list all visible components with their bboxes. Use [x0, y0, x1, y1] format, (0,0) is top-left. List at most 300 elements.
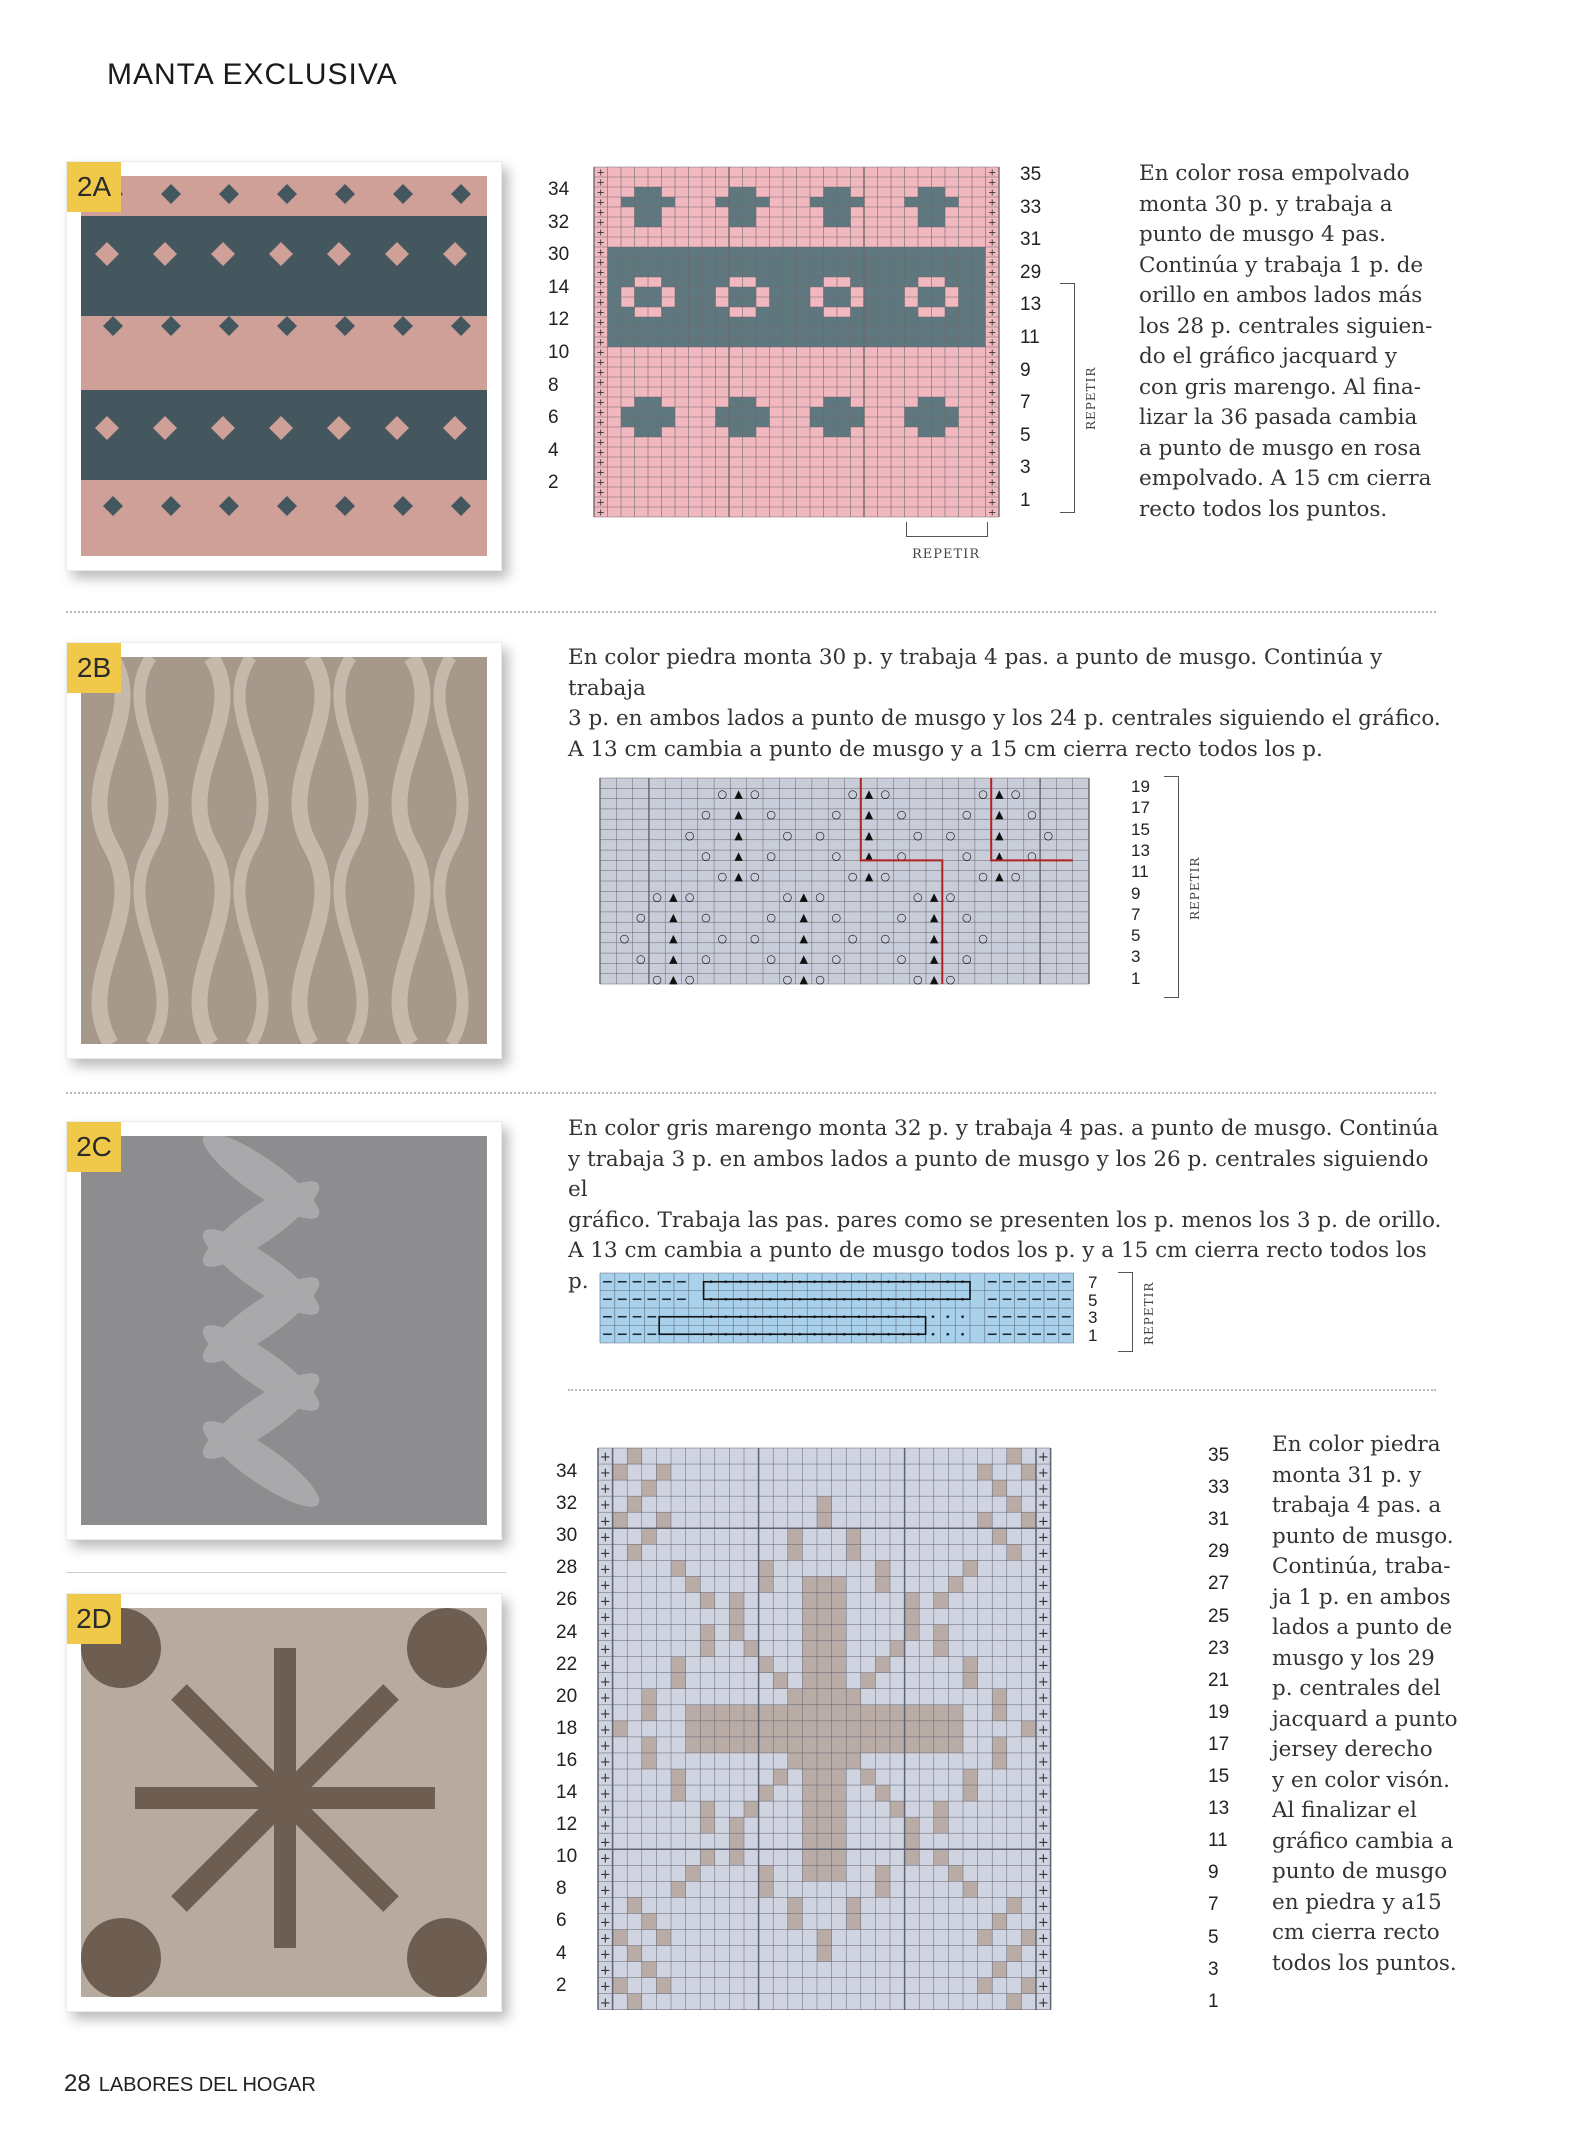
row-number: 4 [548, 439, 559, 461]
chart-cell [837, 337, 851, 347]
chart-cell [905, 297, 919, 307]
lace-stitch-symbol: ○ [847, 931, 858, 945]
chart-cell [675, 277, 689, 287]
chart-cell [729, 1833, 744, 1849]
instructions-2a [1139, 159, 1459, 525]
chart-cell [878, 307, 892, 317]
lace-stitch-symbol: ○ [831, 952, 842, 966]
chart-cell [832, 1817, 847, 1833]
chart-cell [810, 297, 824, 307]
chart-cell [648, 277, 662, 287]
edge-stitch-symbol: + [596, 187, 605, 199]
chart-2d [596, 1446, 1200, 2022]
edge-stitch-symbol: + [1037, 1530, 1049, 1546]
chart-cell [608, 297, 622, 307]
chart-cell [700, 1849, 715, 1865]
chart-cell [621, 277, 635, 287]
chart-cell [934, 1801, 949, 1817]
chart-cell [608, 257, 622, 267]
lace-stitch-symbol: ○ [961, 808, 972, 822]
chart-cell [972, 327, 986, 337]
chart-cell [810, 197, 824, 207]
chart-cell [648, 397, 662, 407]
lace-stitch-symbol: ▲ [864, 787, 874, 801]
chart-cell [642, 1962, 657, 1978]
row-number: 9 [1131, 883, 1141, 903]
chart-cell [932, 297, 946, 307]
chart-cell [743, 297, 757, 307]
chart-cell [715, 1705, 730, 1721]
chart-cell [802, 1769, 817, 1785]
chart-cell [716, 337, 730, 347]
instructions-2d-line: lados a punto de [1272, 1615, 1453, 1640]
row-number: 33 [1020, 196, 1042, 218]
row-number: 6 [556, 1910, 567, 1932]
chart-cell [648, 297, 662, 307]
chart-cell [864, 277, 878, 287]
chart-cell [891, 337, 905, 347]
lace-stitch-symbol: ○ [978, 931, 988, 945]
chart-cell [934, 1625, 949, 1641]
chart-cell [932, 197, 946, 207]
chart-cell [851, 257, 865, 267]
lace-stitch-symbol: ▲ [864, 828, 874, 842]
edge-stitch-symbol: + [1037, 1947, 1049, 1963]
instructions-2d-line: y en color visón. [1272, 1767, 1450, 1793]
lace-stitch-symbol: ○ [913, 890, 923, 904]
lace-stitch-symbol: ○ [913, 973, 923, 986]
chart-cell [890, 1737, 905, 1753]
lace-stitch-symbol: ○ [652, 973, 662, 986]
chart-cell [851, 327, 865, 337]
chart-cell [608, 317, 622, 327]
chart-cell [642, 1689, 657, 1705]
chart-cell [627, 1994, 642, 2010]
row-number: 7 [1088, 1273, 1098, 1292]
chart-cell [686, 1737, 701, 1753]
lace-stitch-symbol: ○ [896, 849, 907, 863]
row-number: 2 [548, 472, 559, 494]
edge-stitch-symbol: + [599, 1722, 611, 1738]
instructions-2c [568, 1114, 1448, 1297]
lace-stitch-symbol: ○ [766, 849, 776, 863]
edge-stitch-symbol: + [1037, 1514, 1049, 1530]
lace-stitch-symbol: ▲ [669, 890, 678, 904]
chart-cell [743, 407, 757, 417]
chart-cell [635, 257, 649, 267]
chart-cell [743, 287, 757, 297]
chart-cell [846, 1753, 861, 1769]
edge-stitch-symbol: + [599, 1819, 611, 1835]
edge-stitch-symbol: + [596, 337, 605, 349]
chart-cell [648, 417, 662, 427]
chart-cell [621, 327, 635, 337]
swatch-photo-2b [66, 642, 502, 1059]
edge-stitch-symbol: + [1037, 1450, 1049, 1466]
edge-stitch-symbol: + [599, 1514, 611, 1530]
snowflake-corner [407, 1918, 487, 1997]
chart-cell [861, 1705, 876, 1721]
edge-stitch-symbol: + [1037, 1610, 1049, 1626]
chart-cell [817, 1946, 832, 1962]
lace-stitch-symbol: ○ [961, 911, 972, 925]
chart-cell [662, 267, 676, 277]
chart-cell [934, 1721, 949, 1737]
row-number: 1 [1020, 490, 1031, 511]
chart-cell [864, 267, 878, 277]
chart-cell [945, 317, 959, 327]
snowflake-corner [407, 1608, 487, 1688]
chart-cell [875, 1721, 890, 1737]
row-number: 5 [1208, 1926, 1219, 1948]
chart-cell [837, 397, 851, 407]
row-number: 7 [1131, 904, 1141, 924]
chart-cell [716, 287, 730, 297]
chart-cell [959, 337, 973, 347]
row-number: 15 [1208, 1766, 1230, 1787]
instructions-2d-line: trabaja 4 pas. a [1272, 1493, 1442, 1518]
chart-cell [837, 247, 851, 257]
edge-stitch-symbol: + [988, 437, 997, 449]
chart-cell [851, 307, 865, 317]
edge-stitch-symbol: + [1037, 1578, 1049, 1594]
lace-stitch-symbol: ○ [880, 870, 891, 883]
edge-stitch-symbol: + [988, 417, 997, 429]
section-tag-2a: 2A [67, 162, 121, 212]
chart-cell [621, 247, 635, 257]
chart-cell [837, 427, 851, 437]
edge-stitch-symbol: + [1037, 1546, 1049, 1562]
repeat-label-horizontal-2a: REPETIR [912, 547, 981, 562]
chart-cell [824, 317, 838, 327]
edge-stitch-symbol: + [596, 287, 605, 299]
chart-cell [817, 1817, 832, 1833]
chart-cell [851, 287, 865, 297]
chart-cell [824, 207, 838, 217]
edge-stitch-symbol: + [596, 497, 605, 509]
chart-cell [905, 247, 919, 257]
repeat-bracket-horizontal-2a [906, 522, 988, 537]
chart-cell [846, 1897, 861, 1913]
chart-cell [642, 1705, 657, 1721]
lace-knit-swatch-image [81, 657, 487, 1044]
chart-cell [810, 417, 824, 427]
edge-stitch-symbol: + [1037, 1562, 1049, 1578]
chart-cell [837, 217, 851, 227]
chart-cell [635, 187, 649, 197]
edge-stitch-symbol: + [596, 367, 605, 379]
edge-stitch-symbol: + [599, 1690, 611, 1706]
edge-stitch-symbol: + [599, 1738, 611, 1754]
chart-cell [824, 197, 838, 207]
chart-cell [802, 1592, 817, 1608]
chart-cell [948, 1721, 963, 1737]
row-number: 31 [1020, 229, 1042, 251]
edge-stitch-symbol: + [988, 337, 997, 349]
chart-cell [729, 197, 743, 207]
chart-cell [878, 317, 892, 327]
instructions-2d-line: p. centrales del [1272, 1676, 1441, 1701]
edge-stitch-symbol: + [599, 1851, 611, 1867]
chart-cell [810, 267, 824, 277]
lace-stitch-symbol: ○ [1027, 849, 1037, 863]
chart-cell [945, 277, 959, 287]
edge-stitch-symbol: + [1037, 1674, 1049, 1690]
edge-stitch-symbol: + [988, 397, 997, 409]
chart-cell [824, 247, 838, 257]
lace-stitch-symbol: ▲ [864, 808, 874, 822]
chart-cell [878, 297, 892, 307]
chart-cell [1021, 1978, 1036, 1994]
row-number: 19 [1208, 1701, 1230, 1723]
chart-cell [729, 187, 743, 197]
chart-cell [810, 287, 824, 297]
chart-cell [783, 327, 797, 337]
chart-cell [802, 1705, 817, 1721]
row-number: 8 [556, 1878, 567, 1900]
edge-stitch-symbol: + [1037, 1851, 1049, 1867]
instructions-2d-line: todos los puntos. [1272, 1950, 1457, 1976]
chart-cell [656, 1512, 671, 1528]
lace-stitch-symbol: ▲ [799, 952, 808, 966]
chart-cell [648, 207, 662, 217]
instructions-2d-line: en piedra y a15 [1272, 1889, 1442, 1915]
lace-stitch-symbol: ○ [945, 828, 956, 842]
chart-cell [756, 317, 770, 327]
row-number: 21 [1208, 1669, 1230, 1691]
lace-stitch-symbol: ○ [831, 808, 842, 822]
chart-cell [743, 307, 757, 317]
lace-stitch-symbol: ▲ [669, 973, 678, 986]
edge-stitch-symbol: + [599, 1803, 611, 1819]
edge-stitch-symbol: + [1037, 1995, 1049, 2011]
row-number: 32 [556, 1493, 578, 1515]
chart-cell [934, 1641, 949, 1657]
chart-cell [635, 307, 649, 317]
edge-stitch-symbol: + [988, 467, 997, 479]
chart-cell [832, 1849, 847, 1865]
chart-cell [918, 207, 932, 217]
chart-cell [817, 1705, 832, 1721]
chart-cell [788, 1721, 803, 1737]
chart-cell [837, 417, 851, 427]
chart-cell [832, 1833, 847, 1849]
lace-stitch-symbol: ○ [717, 870, 728, 883]
chart-cell [959, 307, 973, 317]
lace-stitch-symbol: ○ [684, 973, 695, 986]
page-footer [64, 2070, 316, 2098]
edge-stitch-symbol: + [596, 457, 605, 469]
chart-cell [686, 1705, 701, 1721]
chart-cell [963, 1785, 978, 1801]
chart-cell [891, 257, 905, 267]
lace-stitch-symbol: ○ [652, 890, 662, 904]
chart-cell [905, 197, 919, 207]
edge-stitch-symbol: + [1037, 1915, 1049, 1931]
chart-cell [759, 1657, 774, 1673]
lace-stitch-symbol: ▲ [995, 870, 1004, 883]
chart-cell [945, 197, 959, 207]
chart-cell [773, 1705, 788, 1721]
chart-cell [788, 1913, 803, 1929]
edge-stitch-symbol: + [1037, 1738, 1049, 1754]
chart-cell [972, 247, 986, 257]
edge-stitch-symbol: + [596, 397, 605, 409]
chart-cell [978, 1978, 993, 1994]
chart-cell [832, 1609, 847, 1625]
chart-cell [759, 1865, 774, 1881]
edge-stitch-symbol: + [599, 1642, 611, 1658]
chart-cell [783, 257, 797, 267]
row-number: 10 [548, 342, 570, 363]
chart-cell [832, 1592, 847, 1608]
chart-cell [963, 1560, 978, 1576]
lace-stitch-symbol: ▲ [734, 808, 743, 822]
chart-cell [716, 407, 730, 417]
chart-cell [832, 1753, 847, 1769]
lace-stitch-symbol: ○ [815, 828, 825, 842]
chart-cell [662, 327, 676, 337]
chart-cell [824, 307, 838, 317]
chart-cell [788, 1689, 803, 1705]
chart-cell [756, 307, 770, 317]
edge-stitch-symbol: + [596, 427, 605, 439]
chart-cell [846, 1705, 861, 1721]
instructions-2a-line: empolvado. A 15 cm cierra [1139, 466, 1432, 491]
chart-cell [716, 247, 730, 257]
chart-cell [642, 1528, 657, 1544]
chart-cell [837, 327, 851, 337]
chart-cell [817, 1592, 832, 1608]
chart-cell [716, 327, 730, 337]
chart-cell [891, 267, 905, 277]
edge-stitch-symbol: + [988, 357, 997, 369]
chart-cell [797, 297, 811, 307]
lace-stitch-symbol: ▲ [669, 931, 678, 945]
lace-stitch-symbol: ○ [717, 931, 728, 945]
chart-cell [992, 1705, 1007, 1721]
chart-cell [700, 1641, 715, 1657]
chart-cell [891, 247, 905, 257]
chart-cell [702, 287, 716, 297]
chart-cell [851, 197, 865, 207]
chart-cell [817, 1865, 832, 1881]
lace-stitch-symbol: ○ [1027, 808, 1037, 822]
chart-cell [878, 277, 892, 287]
chart-cell [832, 1625, 847, 1641]
chart-cell [756, 267, 770, 277]
chart-cell [864, 327, 878, 337]
chart-cell [846, 1913, 861, 1929]
chart-cell [662, 317, 676, 327]
row-number: 4 [556, 1942, 567, 1964]
chart-cell [716, 417, 730, 427]
row-number: 13 [1131, 840, 1150, 860]
lace-stitch-symbol: ▲ [799, 911, 808, 925]
chart-cell [972, 337, 986, 347]
chart-cell [959, 317, 973, 327]
edge-stitch-symbol: + [1037, 1883, 1049, 1899]
chart-cell [756, 407, 770, 417]
chart-cell [832, 1673, 847, 1689]
chart-cell [702, 297, 716, 307]
chart-cell [861, 1721, 876, 1737]
chart-cell [918, 307, 932, 317]
instructions-2a-line: Continúa y trabaja 1 p. de [1139, 252, 1424, 278]
instructions-2b-line: 3 p. en ambos lados a punto de musgo y los 24 p. centrales siguiendo el gráfico. [568, 706, 1441, 731]
chart-cell [992, 1962, 1007, 1978]
chart-cell [802, 1657, 817, 1673]
chart-cell [743, 187, 757, 197]
edge-stitch-symbol: + [1037, 1819, 1049, 1835]
chart-cell [905, 1737, 920, 1753]
repeat-label-vertical-2a: REPETIR [1084, 366, 1098, 430]
edge-stitch-symbol: + [599, 1979, 611, 1995]
edge-stitch-symbol: + [596, 357, 605, 369]
row-number: 7 [1208, 1894, 1219, 1916]
chart-cell [817, 1673, 832, 1689]
chart-cell [802, 1865, 817, 1881]
chart-cell [875, 1657, 890, 1673]
row-number: 29 [1208, 1541, 1230, 1563]
row-number: 11 [1020, 327, 1040, 348]
edge-stitch-symbol: + [596, 447, 605, 459]
lace-stitch-symbol: ○ [913, 828, 923, 842]
row-number: 3 [1020, 457, 1031, 479]
knit-stitch-symbol [961, 1333, 964, 1336]
chart-cell [608, 247, 622, 257]
instructions-2c-line: A 13 cm cambia a punto de musgo todos los p. y a 15 cm cierra recto todos los p. [568, 1238, 1427, 1294]
chart-cell [945, 327, 959, 337]
chart-cell [846, 1689, 861, 1705]
chart-cell [945, 337, 959, 347]
row-number: 14 [556, 1782, 578, 1803]
chart-cell [702, 277, 716, 287]
chart-cell [918, 397, 932, 407]
chart-cell [716, 257, 730, 267]
chart-cell [627, 1448, 642, 1464]
chart-cell [635, 337, 649, 347]
chart-cell [689, 317, 703, 327]
chart-cell [837, 267, 851, 277]
chart-cell [837, 207, 851, 217]
chart-cell [642, 1737, 657, 1753]
edge-stitch-symbol: + [988, 177, 997, 189]
chart-cell [918, 197, 932, 207]
edge-stitch-symbol: + [599, 1482, 611, 1498]
chart-cell [648, 217, 662, 227]
chart-cell [948, 1737, 963, 1753]
chart-cell [802, 1737, 817, 1753]
edge-stitch-symbol: + [988, 197, 997, 209]
chart-cell [832, 1865, 847, 1881]
chart-cell [648, 427, 662, 437]
chart-cell [662, 337, 676, 347]
chart-cell [675, 327, 689, 337]
chart-cell [948, 1705, 963, 1721]
chart-cell [837, 307, 851, 317]
lace-stitch-symbol: ▲ [995, 828, 1004, 842]
chart-cell [992, 1913, 1007, 1929]
chart-cell [817, 1576, 832, 1592]
snowflake-corner [81, 1918, 161, 1997]
chart-cell [788, 1544, 803, 1560]
repeat-bracket-vertical-2b [1164, 776, 1179, 998]
lace-stitch-symbol: ○ [1043, 828, 1054, 842]
edge-stitch-symbol: + [599, 1963, 611, 1979]
chart-cell [608, 327, 622, 337]
chart-cell [810, 407, 824, 417]
